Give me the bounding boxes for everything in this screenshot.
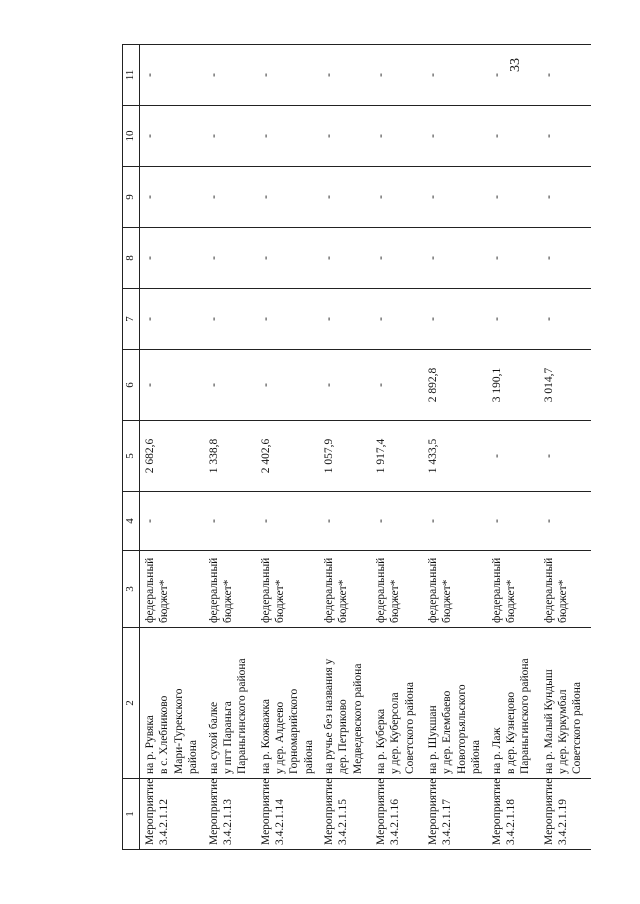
cell-c6: - [371, 350, 423, 421]
cell-src: федеральный бюджет* [140, 551, 204, 628]
cell-c4: - [256, 492, 320, 551]
cell-c10: - [204, 106, 256, 167]
cell-id: Мероприятие 3.4.2.1.14 [256, 779, 320, 850]
cell-loc: на р. Рувяка в с. Хлебниково Мари-Турекского района [140, 628, 204, 779]
cell-c9: - [539, 167, 591, 228]
cell-loc: на р. Малый Кундыш у дер. Куркумбал Советского района [539, 628, 591, 779]
cell-c9: - [371, 167, 423, 228]
cell-c8: - [371, 228, 423, 289]
column-header-2: 2 [123, 628, 140, 779]
cell-c4: - [140, 492, 204, 551]
cell-src: федеральный бюджет* [539, 551, 591, 628]
cell-c9: - [319, 167, 371, 228]
cell-c9: - [487, 167, 539, 228]
cell-c7: - [319, 289, 371, 350]
cell-loc: на сухой балке у пгт Параньга Параньгинского района [204, 628, 256, 779]
table-row [204, 45, 256, 850]
cell-c7: - [371, 289, 423, 350]
cell-c10: - [371, 106, 423, 167]
cell-c5: 2 402,6 [256, 421, 320, 492]
cell-loc: на р. Шукшан у дер. Елембаево Новоторъяльского района [423, 628, 487, 779]
cell-id: Мероприятие 3.4.2.1.19 [539, 779, 591, 850]
cell-c11: - [140, 45, 204, 106]
column-header-6: 6 [123, 350, 140, 421]
column-header-4: 4 [123, 492, 140, 551]
cell-c4: - [539, 492, 591, 551]
cell-c4: - [319, 492, 371, 551]
cell-c7: - [256, 289, 320, 350]
page-number: 33 [508, 58, 523, 72]
column-header-7: 7 [123, 289, 140, 350]
cell-c5: 1 433,5 [423, 421, 487, 492]
cell-c10: - [423, 106, 487, 167]
cell-src: федеральный бюджет* [319, 551, 371, 628]
cell-c7: - [204, 289, 256, 350]
cell-c11: - [256, 45, 320, 106]
cell-c9: - [256, 167, 320, 228]
cell-c10: - [539, 106, 591, 167]
cell-c9: - [140, 167, 204, 228]
column-header-8: 8 [123, 228, 140, 289]
table-row [487, 45, 539, 850]
cell-c11: - [539, 45, 591, 106]
table-row [539, 45, 591, 850]
cell-c6: - [204, 350, 256, 421]
column-header-9: 9 [123, 167, 140, 228]
table-row [371, 45, 423, 850]
cell-c4: - [423, 492, 487, 551]
table-row [319, 45, 371, 850]
cell-c11: - [319, 45, 371, 106]
cell-id: Мероприятие 3.4.2.1.16 [371, 779, 423, 850]
cell-c6: - [256, 350, 320, 421]
table-row [140, 45, 204, 850]
cell-c8: - [539, 228, 591, 289]
cell-c6: 3 190,1 [487, 350, 539, 421]
cell-c8: - [204, 228, 256, 289]
cell-id: Мероприятие 3.4.2.1.17 [423, 779, 487, 850]
cell-c6: - [319, 350, 371, 421]
cell-c8: - [423, 228, 487, 289]
rotated-table-container [122, 69, 622, 850]
cell-c7: - [487, 289, 539, 350]
cell-c6: 3 014,7 [539, 350, 591, 421]
cell-loc: на р. Куберка у дер. Куберсола Советского района [371, 628, 423, 779]
cell-c11: - [423, 45, 487, 106]
column-header-11: 11 [123, 45, 140, 106]
table-body [140, 45, 591, 850]
cell-c6: 2 892,8 [423, 350, 487, 421]
cell-id: Мероприятие 3.4.2.1.18 [487, 779, 539, 850]
cell-id: Мероприятие 3.4.2.1.15 [319, 779, 371, 850]
cell-c4: - [487, 492, 539, 551]
cell-c10: - [140, 106, 204, 167]
cell-c6: - [140, 350, 204, 421]
cell-c8: - [487, 228, 539, 289]
cell-c5: 1 338,8 [204, 421, 256, 492]
cell-c9: - [423, 167, 487, 228]
cell-src: федеральный бюджет* [487, 551, 539, 628]
table-row [423, 45, 487, 850]
column-header-5: 5 [123, 421, 140, 492]
cell-c8: - [140, 228, 204, 289]
cell-c7: - [539, 289, 591, 350]
cell-c9: - [204, 167, 256, 228]
cell-id: Мероприятие 3.4.2.1.12 [140, 779, 204, 850]
cell-c10: - [487, 106, 539, 167]
cell-c11: - [204, 45, 256, 106]
cell-src: федеральный бюджет* [371, 551, 423, 628]
cell-loc: на ручье без названия у дер. Петриково Медведевского района [319, 628, 371, 779]
cell-c5: 1 917,4 [371, 421, 423, 492]
cell-c8: - [319, 228, 371, 289]
cell-src: федеральный бюджет* [204, 551, 256, 628]
budget-table [122, 44, 591, 850]
cell-loc: на р. Кожважка у дер. Алдеево Горномарийского района [256, 628, 320, 779]
cell-c11: - [487, 45, 539, 106]
cell-src: федеральный бюджет* [256, 551, 320, 628]
cell-id: Мероприятие 3.4.2.1.13 [204, 779, 256, 850]
cell-c4: - [371, 492, 423, 551]
table-row [256, 45, 320, 850]
cell-c5: 2 682,6 [140, 421, 204, 492]
cell-c5: - [539, 421, 591, 492]
column-header-10: 10 [123, 106, 140, 167]
cell-c11: - [371, 45, 423, 106]
cell-c4: - [204, 492, 256, 551]
column-header-3: 3 [123, 551, 140, 628]
column-header-1: 1 [123, 779, 140, 850]
column-header-row [123, 45, 140, 850]
cell-c10: - [319, 106, 371, 167]
cell-loc: на р. Лаж в дер. Кузнецово Параньгинского района [487, 628, 539, 779]
cell-c5: - [487, 421, 539, 492]
cell-c7: - [423, 289, 487, 350]
cell-c10: - [256, 106, 320, 167]
cell-c8: - [256, 228, 320, 289]
cell-src: федеральный бюджет* [423, 551, 487, 628]
cell-c5: 1 057,9 [319, 421, 371, 492]
cell-c7: - [140, 289, 204, 350]
